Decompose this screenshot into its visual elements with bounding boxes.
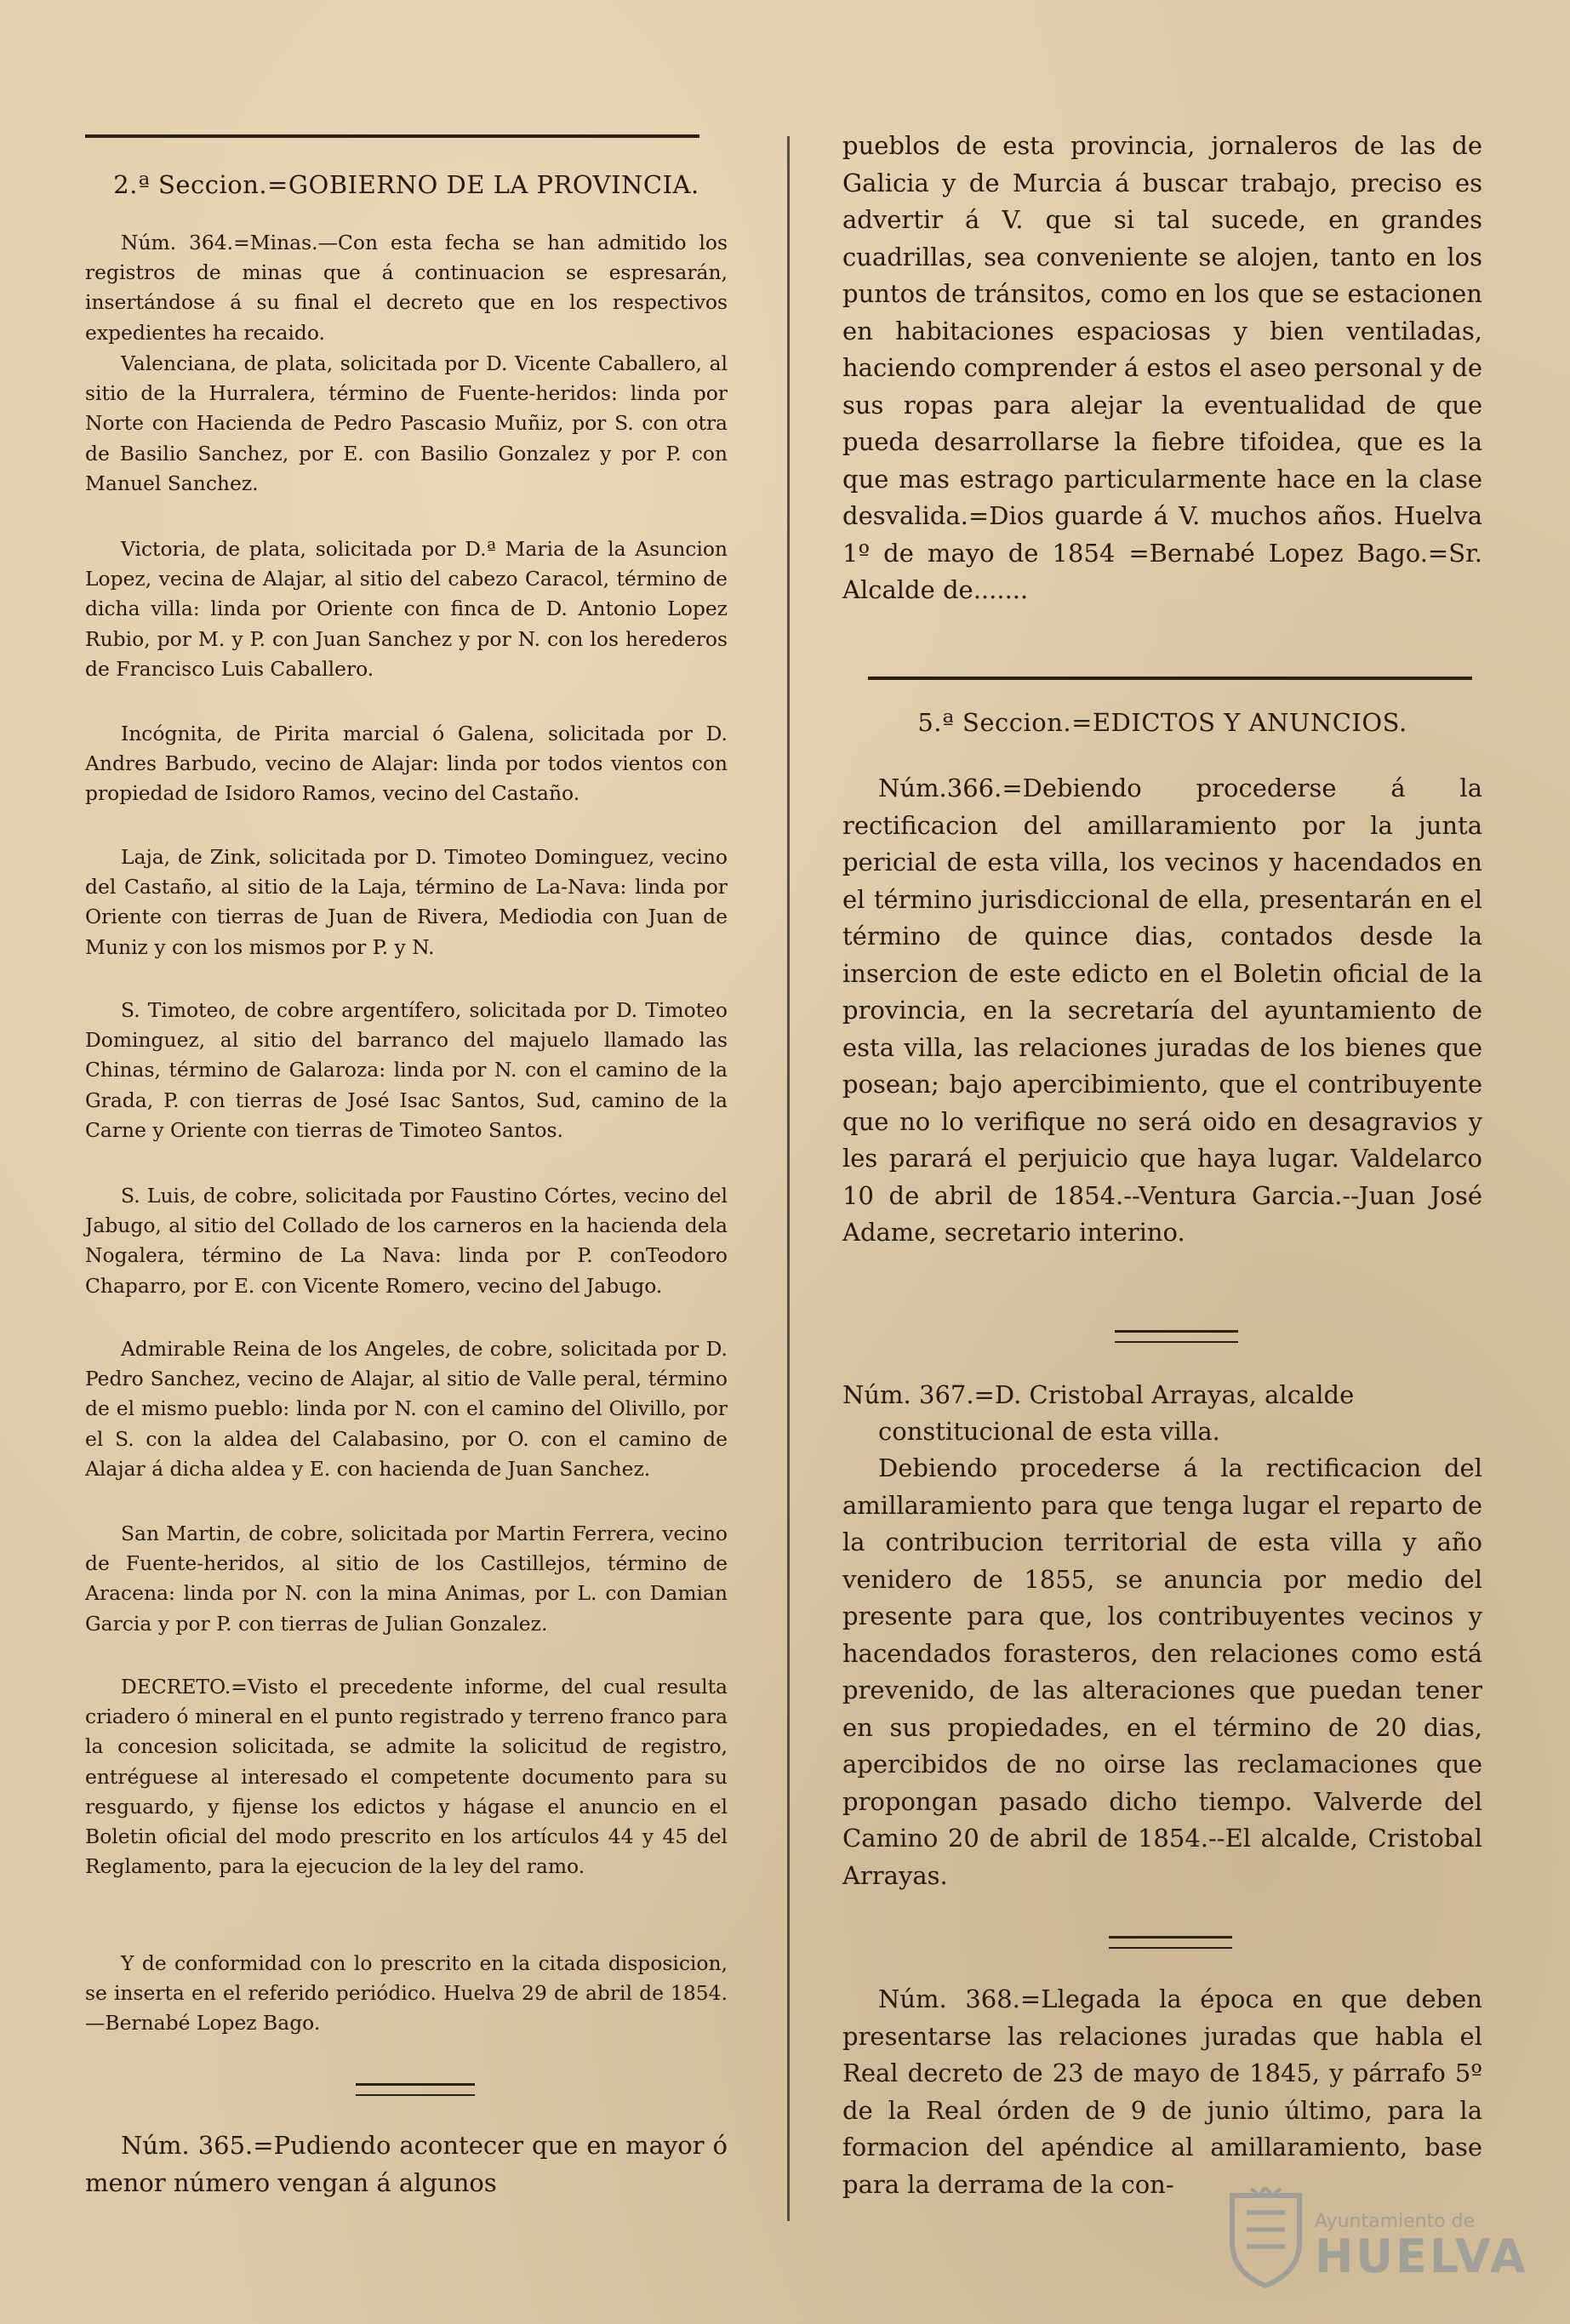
paragraph-num-365-continued: pueblos de esta provincia, jornaleros de las de Galicia y de Murcia á buscar trabajo, preciso es advertir á V. que si tal sucede, en grandes cuadrillas, sea conveniente se alojen, tanto en los puntos de tránsitos, como en los que se estacionen en habitaciones espaciosas y bien ventiladas, haciendo comprender á estos el aseo personal y de sus ropas para alejar la eventualidad de que pueda desarrollarse la fiebre tifoidea, que es la que mas estrago particularmente hace en la clase desvalida.=Dios guarde á V. muchos años. Huelva 1º de mayo de 1854 =Bernabé Lopez Bago.=Sr. Alcalde de....... xyxy=(842,131,1482,604)
separator-rule xyxy=(1109,1936,1232,1949)
mine-entry-s-luis: S. Luis, de cobre, solicitada por Faustino Córtes, vecino del Jabugo, al sitio del Collado de los carneros en la hacienda dela Nogalera, término de La Nava: linda por P. conTeodoro Chaparro, por E. con Vicente Romero, vecino del Jabugo. xyxy=(85,1184,728,1298)
decree-paragraph: DECRETO.=Visto el precedente informe, del cual resulta criadero ó mineral en el punto registrado y terreno franco para la concesion solicitada, se admite la solicitud de registro, entréguese al interesado el competente documento para su resguardo, y fijense los edictos y hágase el anuncio en el Boletin oficial del modo prescrito en los artículos 44 y 45 del Reglamento, para la ejecucion de la ley del ramo. xyxy=(85,1675,728,1879)
top-rule xyxy=(85,134,699,138)
watermark-line1: Ayuntamiento de xyxy=(1315,2211,1476,2232)
mine-entry-san-martin: San Martin, de cobre, solicitada por Martin Ferrera, vecino de Fuente-heridos, al sitio de los Castillejos, término de Aracena: linda por N. con la mina Animas, por L. con Damian Garcia y por P. con tierras de Julian Gonzalez. xyxy=(85,1522,728,1636)
mine-entry-incognita: Incógnita, de Pirita marcial ó Galena, solicitada por D. Andres Barbudo, vecino de Alajar: linda por todos vientos con propiedad de Isidoro Ramos, vecino del Castaño. xyxy=(85,722,728,806)
paragraph-num-368: Núm. 368.=Llegada la época en que deben presentarse las relaciones juradas que habla el Real decreto de 23 de mayo de 1845, y párrafo 5º de la Real órden de 9 de junio último, para la formacion del apéndice al amillaramiento, base para la derrama de la con- xyxy=(842,1984,1482,2199)
decree-closing: Y de conformidad con lo prescrito en la citada disposicion, se inserta en el referido periódico. Huelva 29 de abril de 1854.—Bernabé Lopez Bago. xyxy=(85,1951,728,2036)
paragraph-num-367-subtitle: constitucional de esta villa. xyxy=(878,1417,1220,1446)
paragraph-num-365: Núm. 365.=Pudiendo acontecer que en mayor ó menor número vengan á algunos xyxy=(85,2131,728,2197)
archive-watermark xyxy=(1225,2187,1528,2298)
separator-rule xyxy=(356,2083,475,2096)
paragraph-num-367-title: Núm. 367.=D. Cristobal Arrayas, alcalde xyxy=(842,1380,1355,1409)
section-rule xyxy=(868,677,1472,680)
column-divider xyxy=(787,136,790,2221)
mine-entry-laja: Laja, de Zink, solicitada por D. Timoteo Dominguez, vecino del Castaño, al sitio de la Laja, término de La-Nava: linda por Oriente con tierras de Juan de Rivera, Mediodia con Juan de Muniz y con los mismos por P. y N. xyxy=(85,845,728,959)
mine-entry-admirable-reina: Admirable Reina de los Angeles, de cobre, solicitada por D. Pedro Sanchez, vecino de Alajar, al sitio de Valle peral, término de el mismo pueblo: linda por N. con el camino del Olivillo, por el S. con la aldea del Calabasino, por O. con el camino de Alajar á dicha aldea y E. con hacienda de Juan Sanchez. xyxy=(85,1337,728,1481)
paragraph-num-364: Núm. 364.=Minas.—Con esta fecha se han admitido los registros de minas que á continuacion se espresarán, insertándose á su final el decreto que en los respectivos expedientes ha recaido. xyxy=(85,231,728,345)
separator-rule xyxy=(1115,1330,1238,1343)
paragraph-num-367-body: Debiendo procederse á la rectificacion del amillaramiento para que tenga lugar el reparto de la contribucion territorial de esta villa y año venidero de 1855, se anuncia por medio del presente para que, los contribuyentes vecinos y hacendados forasteros, den relaciones como está prevenido, de las alteraciones que puedan tener en sus propiedades, en el término de 20 dias, apercibidos de no oirse las reclamaciones que propongan pasado dicho tiempo. Valverde del Camino 20 de abril de 1854.--El alcalde, Cristobal Arrayas. xyxy=(842,1453,1482,1890)
mine-entry-s-timoteo: S. Timoteo, de cobre argentífero, solicitada por D. Timoteo Dominguez, al sitio del barranco del majuelo llamado las Chinas, término de Galaroza: linda por N. con el camino de la Grada, P. con tierras de José Isac Santos, Sud, camino de la Carne y Oriente con tierras de Timoteo Santos. xyxy=(85,998,728,1142)
mine-entry-valenciana: Valenciana, de plata, solicitada por D. Vicente Caballero, al sitio de la Hurralera, término de Fuente-heridos: linda por Norte con Hacienda de Pedro Pascasio Muñiz, por S. con otra de Basilio Sanchez, por E. con Basilio Gonzalez y por P. con Manuel Sanchez. xyxy=(85,351,728,495)
section-heading-gobierno: 2.ª Seccion.=GOBIERNO DE LA PROVINCIA. xyxy=(113,170,699,199)
paragraph-num-366: Núm.366.=Debiendo procederse á la rectificacion del amillaramiento por la junta pericial de esta villa, los vecinos y hacendados en el término jurisdiccional de ella, presentarán en el término de quince dias, contados desde la insercion de este edicto en el Boletin oficial de la provincia, en la secretaría del ayuntamiento de esta villa, las relaciones juradas de los bienes que posean; bajo apercibimiento, que el contribuyente que no lo verifique no será oido en desagravios y les parará el perjuicio que haya lugar. Valdelarco 10 de abril de 1854.--Ventura Garcia.--Juan José Adame, secretario interino. xyxy=(842,774,1482,1247)
section-heading-edictos: 5.ª Seccion.=EDICTOS Y ANUNCIOS. xyxy=(917,708,1407,737)
coat-of-arms-icon xyxy=(1225,2187,1306,2289)
mine-entry-victoria: Victoria, de plata, solicitada por D.ª Maria de la Asuncion Lopez, vecina de Alajar, al sitio del cabezo Caracol, término de dicha villa: linda por Oriente con finca de D. Antonio Lopez Rubio, por M. y P. con Juan Sanchez y por N. con los herederos de Francisco Luis Caballero. xyxy=(85,537,728,681)
watermark-line2: HUELVA xyxy=(1315,2230,1528,2283)
